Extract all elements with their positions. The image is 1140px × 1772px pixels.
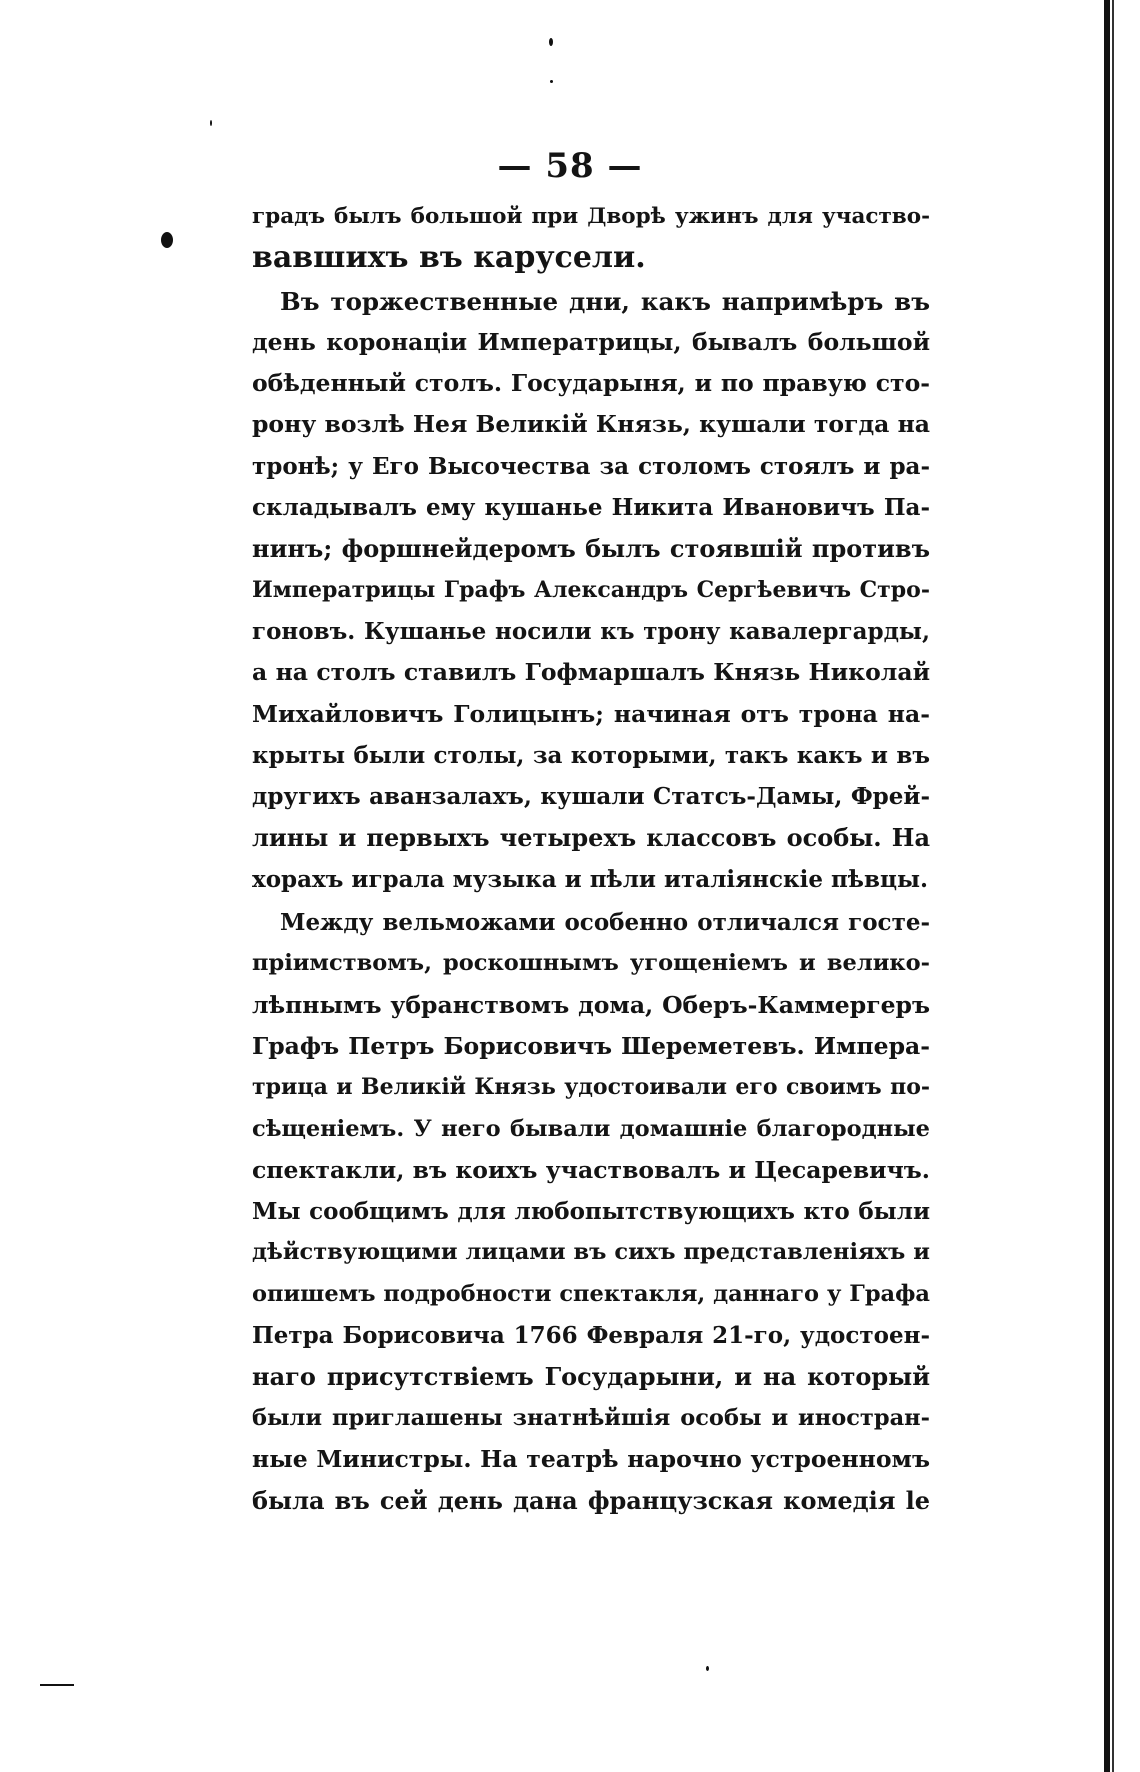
scan-mark (40, 1684, 74, 1686)
text-line: дѣйствующими лицами въ сихъ представленіяхъ и (252, 1239, 930, 1266)
text-line: хорахъ играла музыка и пѣли италіянскіе пѣвцы. (252, 865, 929, 893)
text-line: опишемъ подробности спектакля, даннаго у Графа (252, 1280, 930, 1307)
text-line: рону возлѣ Нея Великій Князь, кушали тогда на (252, 410, 930, 439)
scan-edge-shadow (1104, 0, 1110, 1772)
text-line: Петра Борисовича 1766 Февраля 21-го, удостоен- (252, 1322, 930, 1350)
text-line: была въ сей день дана французская комедія le (252, 1486, 930, 1516)
text-line: складывалъ ему кушанье Никита Ивановичъ Па- (252, 494, 930, 522)
text-line: спектакли, въ коихъ участвовалъ и Цесаревичъ. (252, 1155, 930, 1184)
text-line: сѣщеніемъ. У него бывали домашніе благородные (252, 1115, 930, 1142)
text-line: лины и первыхъ четырехъ классовъ особы. На (252, 823, 930, 853)
text-line: обѣденный столъ. Государыня, и по правую сто- (252, 369, 930, 398)
text-line: наго присутствіемъ Государыни, и на который (252, 1362, 930, 1392)
scan-speck (549, 38, 553, 46)
text-line: нинъ; форшнейдеромъ былъ стоявшій противъ (252, 534, 930, 564)
body-text (252, 196, 930, 1522)
text-line: гоновъ. Кушанье носили къ трону кавалергарды, (252, 617, 930, 645)
text-line: Между вельможами особенно отличался госте- (280, 909, 930, 937)
text-line: Графъ Петръ Борисовичъ Шереметевъ. Импера- (252, 1031, 930, 1060)
text-line: день коронаціи Императрицы, бывалъ большой (252, 327, 930, 356)
scan-speck (550, 80, 553, 83)
text-line: лѣпнымъ убранствомъ дома, Оберъ-Каммергеръ (252, 990, 930, 1019)
page-number: — 58 — (497, 146, 643, 186)
text-line: вавшихъ въ карусели. (252, 240, 646, 276)
text-line: Мы сообщимъ для любопытствующихъ кто были (252, 1198, 930, 1226)
text-line: ные Министры. На театрѣ нарочно устроенномъ (252, 1444, 930, 1473)
text-line: пріимствомъ, роскошнымъ угощеніемъ и велико- (252, 950, 930, 977)
scan-speck (161, 232, 173, 248)
text-line: а на столъ ставилъ Гофмаршалъ Князь Николай (252, 658, 930, 687)
text-line: градъ былъ большой при Дворѣ ужинъ для участво- (252, 204, 930, 229)
text-line: тронѣ; у Его Высочества за столомъ стоялъ и ра- (252, 452, 930, 480)
text-line: Михайловичъ Голицынъ; начиная отъ трона на- (252, 699, 930, 728)
scan-edge-line (1112, 0, 1114, 1772)
scan-speck (706, 1666, 709, 1671)
text-line: крыты были столы, за которыми, такъ какъ и въ (252, 741, 930, 769)
text-line: трица и Великій Князь удостоивали его своимъ по- (252, 1074, 930, 1101)
text-line: были приглашены знатнѣйшія особы и иностран- (252, 1404, 930, 1431)
scan-speck (210, 120, 212, 126)
text-line: Императрицы Графъ Александръ Сергѣевичъ Стро- (252, 576, 930, 603)
text-line: другихъ аванзалахъ, кушали Статсъ-Дамы, Фрей- (252, 783, 930, 811)
text-line: Въ торжественные дни, какъ напримѣръ въ (280, 286, 930, 316)
